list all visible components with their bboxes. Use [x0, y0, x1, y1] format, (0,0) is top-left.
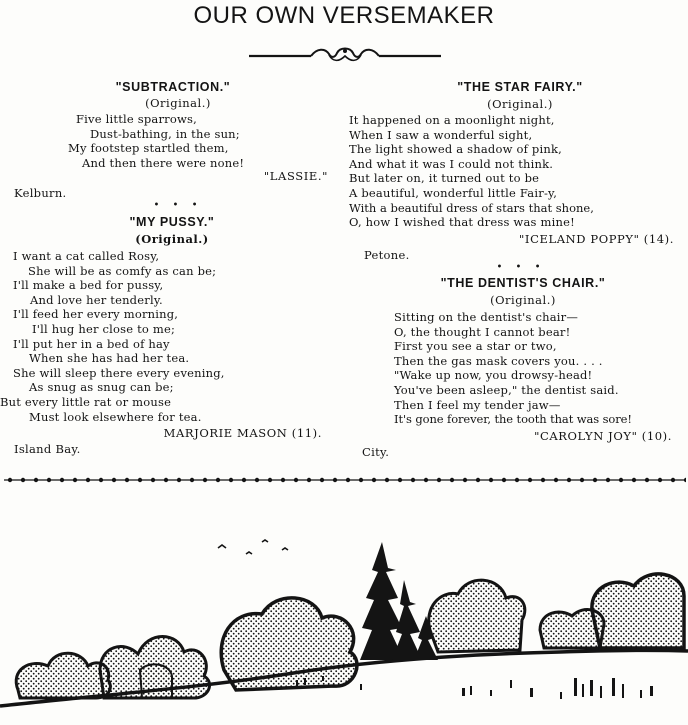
verse-line: It happened on a moonlight night, — [349, 113, 555, 127]
verse-line: A beautiful, wonderful little Fair-y, — [349, 185, 558, 200]
verse-line: Then the gas mask covers you. . . . — [394, 353, 603, 368]
poem-title: "MY PUSSY." — [129, 215, 215, 229]
poem-subtitle: (Original.) — [490, 293, 556, 307]
poem-subtitle: (Original.) — [487, 97, 553, 111]
landscape-illustration — [0, 520, 688, 725]
verse-line: Dust-bathing, in the sun; — [90, 126, 240, 141]
verse-line: Five little sparrows, — [76, 112, 197, 126]
poem-verse — [0, 249, 330, 424]
bird-flock — [218, 540, 288, 554]
poem-star-fairy — [346, 80, 686, 273]
separator-dots: • • • — [496, 261, 546, 273]
dotted-divider — [4, 476, 686, 484]
verse-line: I'll put her in a bed of hay — [13, 336, 170, 351]
bush-shape — [592, 574, 684, 648]
separator-dots: • • • — [153, 200, 203, 212]
verse-line: She will be as comfy as can be; — [28, 263, 217, 278]
verse-line: I'll hug her close to me; — [32, 321, 176, 336]
poem-place: Island Bay. — [14, 442, 81, 457]
pine-tree — [360, 542, 404, 660]
verse-line: I want a cat called Rosy, — [13, 249, 160, 263]
bush-shape — [221, 598, 357, 690]
poem-verse — [360, 310, 686, 427]
verse-line: But every little rat or mouse — [0, 394, 172, 409]
verse-line: With a beautiful dress of stars that shone, — [349, 200, 594, 215]
poem-place: Kelburn. — [14, 186, 67, 201]
page-title: OUR OWN VERSEMAKER — [193, 2, 495, 29]
verse-line: You've been asleep," the dentist said. — [394, 382, 619, 397]
poem-place: City. — [362, 444, 390, 459]
verse-line: But later on, it turned out to be — [349, 171, 540, 186]
poem-subtitle: (Original.) — [135, 232, 209, 246]
verse-line: As snug as snug can be; — [29, 380, 174, 395]
verse-line: Then I feel my tender jaw— — [394, 397, 561, 412]
poem-dentists-chair — [360, 276, 686, 459]
verse-line: O, the thought I cannot bear! — [394, 324, 571, 339]
verse-line: And love her tenderly. — [30, 292, 163, 307]
poem-verse — [8, 112, 328, 170]
poem-my-pussy — [0, 215, 330, 456]
verse-line: My footstep startled them, — [68, 141, 229, 156]
verse-line: When she has had her tea. — [29, 351, 190, 366]
verse-line: The light showed a shadow of pink, — [349, 142, 563, 157]
verse-line: Must look elsewhere for tea. — [29, 409, 202, 424]
poem-title: "THE DENTIST'S CHAIR." — [440, 276, 606, 290]
verse-line: First you see a star or two, — [394, 339, 557, 354]
poem-verse — [346, 113, 686, 230]
verse-line: I'll feed her every morning, — [13, 307, 179, 322]
title-ornament — [245, 42, 445, 66]
verse-line: When I saw a wonderful sight, — [349, 127, 533, 142]
poem-author: "CAROLYN JOY" (10). — [534, 428, 672, 443]
verse-line: And what it was I could not think. — [349, 156, 554, 171]
poem-subtitle: (Original.) — [145, 96, 211, 110]
bush-shape — [429, 580, 525, 652]
verse-line: It's gone forever, the tooth that was sore! — [394, 412, 632, 427]
poem-subtraction — [8, 80, 328, 211]
poem-title: "THE STAR FAIRY." — [457, 80, 583, 94]
verse-line: O, how I wished that dress was mine! — [349, 215, 575, 230]
verse-line: And then there were none! — [82, 155, 245, 170]
verse-line: "Wake up now, you drowsy-head! — [394, 368, 593, 383]
poem-title: "SUBTRACTION." — [115, 80, 231, 94]
poem-author: "ICELAND POPPY" (14). — [519, 231, 674, 246]
poem-author: "LASSIE." — [263, 169, 328, 184]
bush-shape — [16, 653, 110, 698]
verse-line: She will sleep there every evening, — [13, 365, 225, 380]
poem-place: Petone. — [364, 247, 410, 262]
verse-line: Sitting on the dentist's chair— — [394, 310, 579, 324]
verse-line: I'll make a bed for pussy, — [13, 278, 164, 293]
poem-author: MARJORIE MASON (11). — [163, 426, 322, 441]
